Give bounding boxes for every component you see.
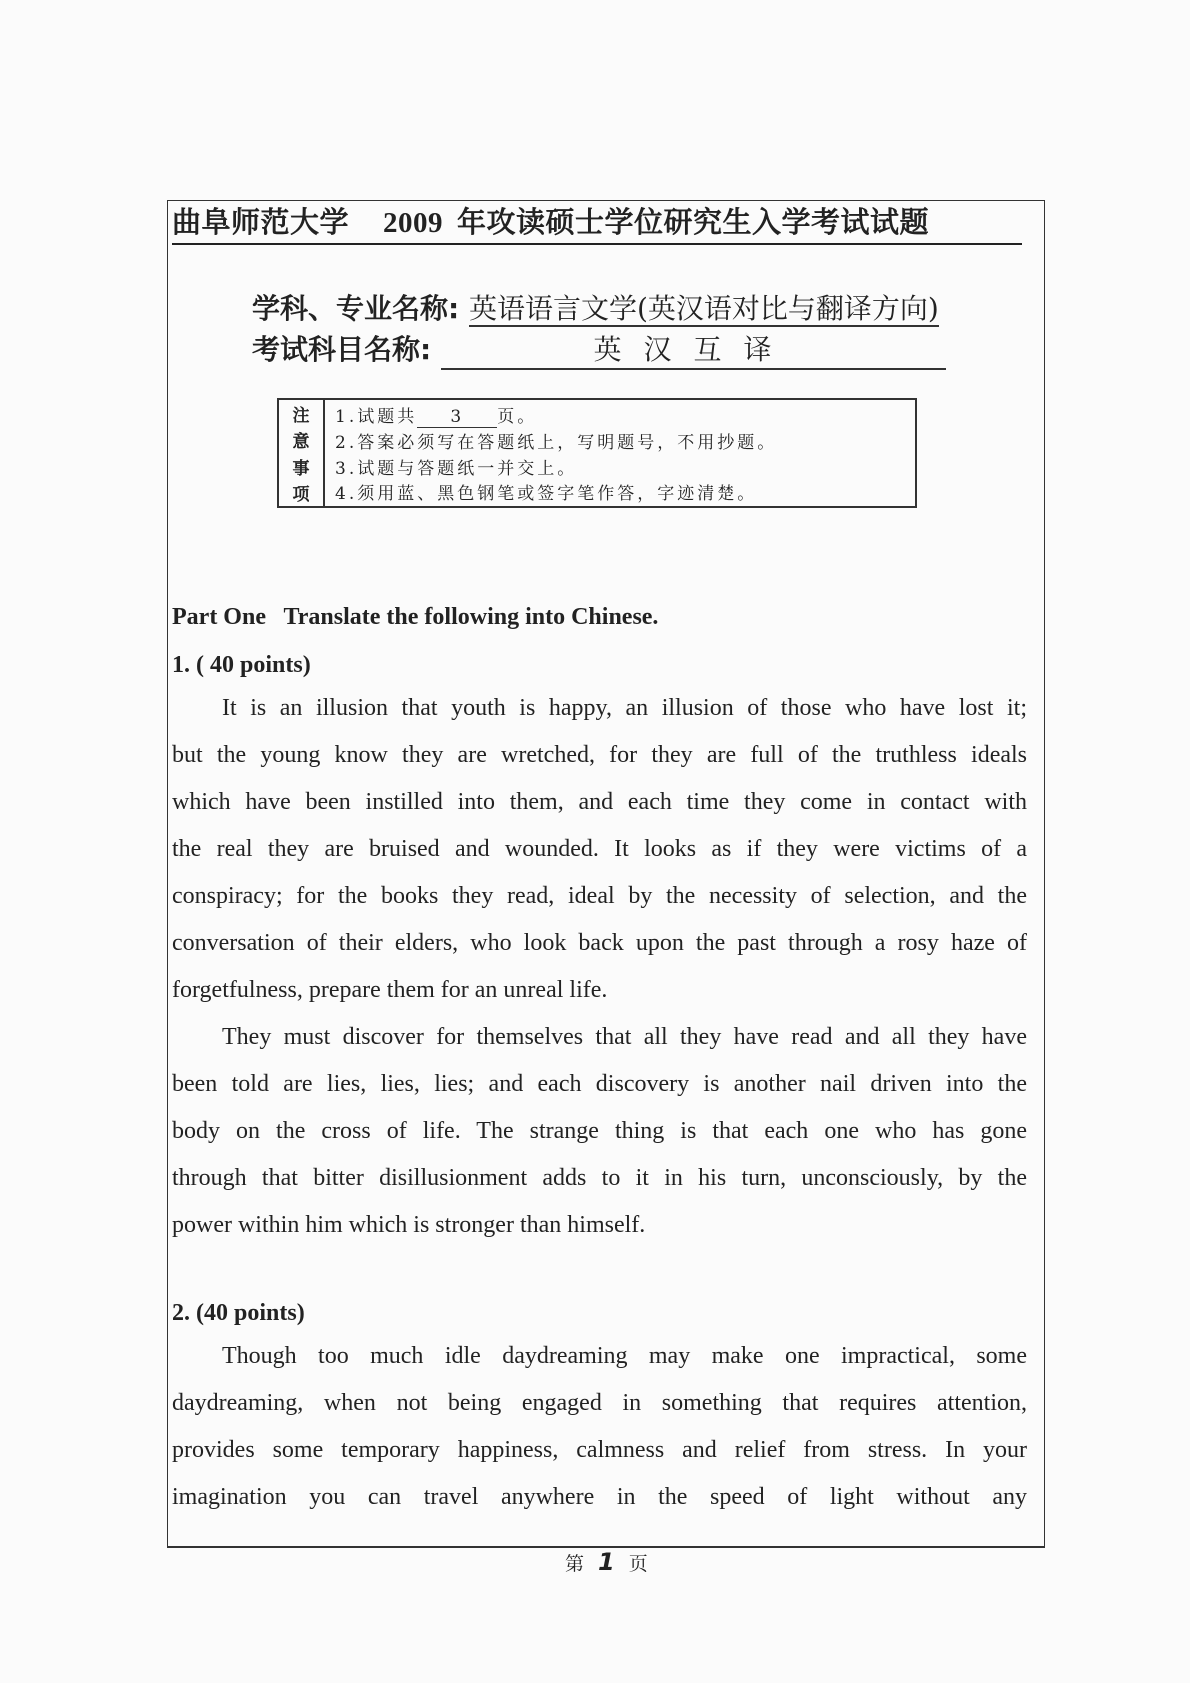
subject-value: 英汉互译 <box>441 328 946 370</box>
exam-title <box>172 200 1022 245</box>
subject-line <box>252 328 946 370</box>
question-2-text <box>172 1333 1027 1521</box>
notes-side-char: 注 <box>292 405 310 426</box>
notes-box <box>277 398 917 508</box>
exam-title-text: 年攻读硕士学位研究生入学考试试题 <box>457 205 930 239</box>
major-value: 英语语言文学(英汉语对比与翻译方向) <box>468 292 939 325</box>
footer-text: 第 <box>565 1553 585 1575</box>
text-line: the real they are bruised and wounded. It looks as if they were victims of a <box>172 836 1027 862</box>
notes-side-char: 意 <box>292 432 310 453</box>
note-item: 4.须用蓝、黑色钢笔或签字笔作答，字迹清楚。 <box>335 483 758 504</box>
note-item-text: 1.试题共 <box>335 407 418 428</box>
text-line: through that bitter disillusionment adds to it in his turn, unconsciously, by the <box>172 1165 1027 1191</box>
major-line <box>252 287 939 327</box>
text-line: It is an illusion that youth is happy, an illusion of those who have lost it; <box>222 695 1027 721</box>
text-line: conversation of their elders, who look back upon the past through a rosy haze of <box>172 930 1027 956</box>
note-item: 2.答案必须写在答题纸上，写明题号，不用抄题。 <box>335 433 778 454</box>
notes-side-char: 事 <box>292 458 310 479</box>
major-label: 学科、专业名称: <box>252 292 460 325</box>
note-item-text: 页。 <box>497 407 538 428</box>
text-line: conspiracy; for the books they read, ideal by the necessity of selection, and the <box>172 883 1027 909</box>
text-line: body on the cross of life. The strange thing is that each one who has gone <box>172 1118 1027 1144</box>
text-line: They must discover for themselves that all they have read and all they have <box>222 1024 1027 1050</box>
text-line: power within him which is stronger than himself. <box>172 1212 646 1238</box>
text-line: provides some temporary happiness, calmness and relief from stress. In your <box>172 1437 1027 1463</box>
note-item <box>335 402 905 428</box>
text-line: forgetfulness, prepare them for an unreal life. <box>172 977 608 1003</box>
question-1-text <box>172 685 1027 1249</box>
notes-side-char: 项 <box>292 485 310 506</box>
text-line: Though too much idle daydreaming may make one impractical, some <box>222 1343 1027 1369</box>
university-name: 曲阜师范大学 <box>172 205 350 239</box>
text-line: but the young know they are wretched, for they are full of the truthless ideals <box>172 742 1027 768</box>
note-item: 3.试题与答题纸一并交上。 <box>335 458 578 479</box>
part-one-heading: Part One Translate the following into Chinese. <box>172 604 659 630</box>
question-1-heading: 1. ( 40 points) <box>172 652 311 678</box>
text-line: daydreaming, when not being engaged in something that requires attention, <box>172 1390 1027 1416</box>
text-line: which have been instilled into them, and each time they come in contact with <box>172 789 1027 815</box>
subject-label: 考试科目名称: <box>252 333 432 366</box>
text-line: imagination you can travel anywhere in the speed of light without any <box>172 1484 1027 1510</box>
text-line: been told are lies, lies, lies; and each discovery is another nail driven into the <box>172 1071 1027 1097</box>
exam-year: 2009 <box>383 207 444 239</box>
page-footer <box>565 1548 648 1576</box>
question-2-heading: 2. (40 points) <box>172 1300 305 1326</box>
notes-side-label <box>279 400 325 506</box>
footer-text: 页 <box>628 1553 648 1575</box>
page-count: 3 <box>417 407 497 428</box>
page-number: 1 <box>598 1548 615 1576</box>
